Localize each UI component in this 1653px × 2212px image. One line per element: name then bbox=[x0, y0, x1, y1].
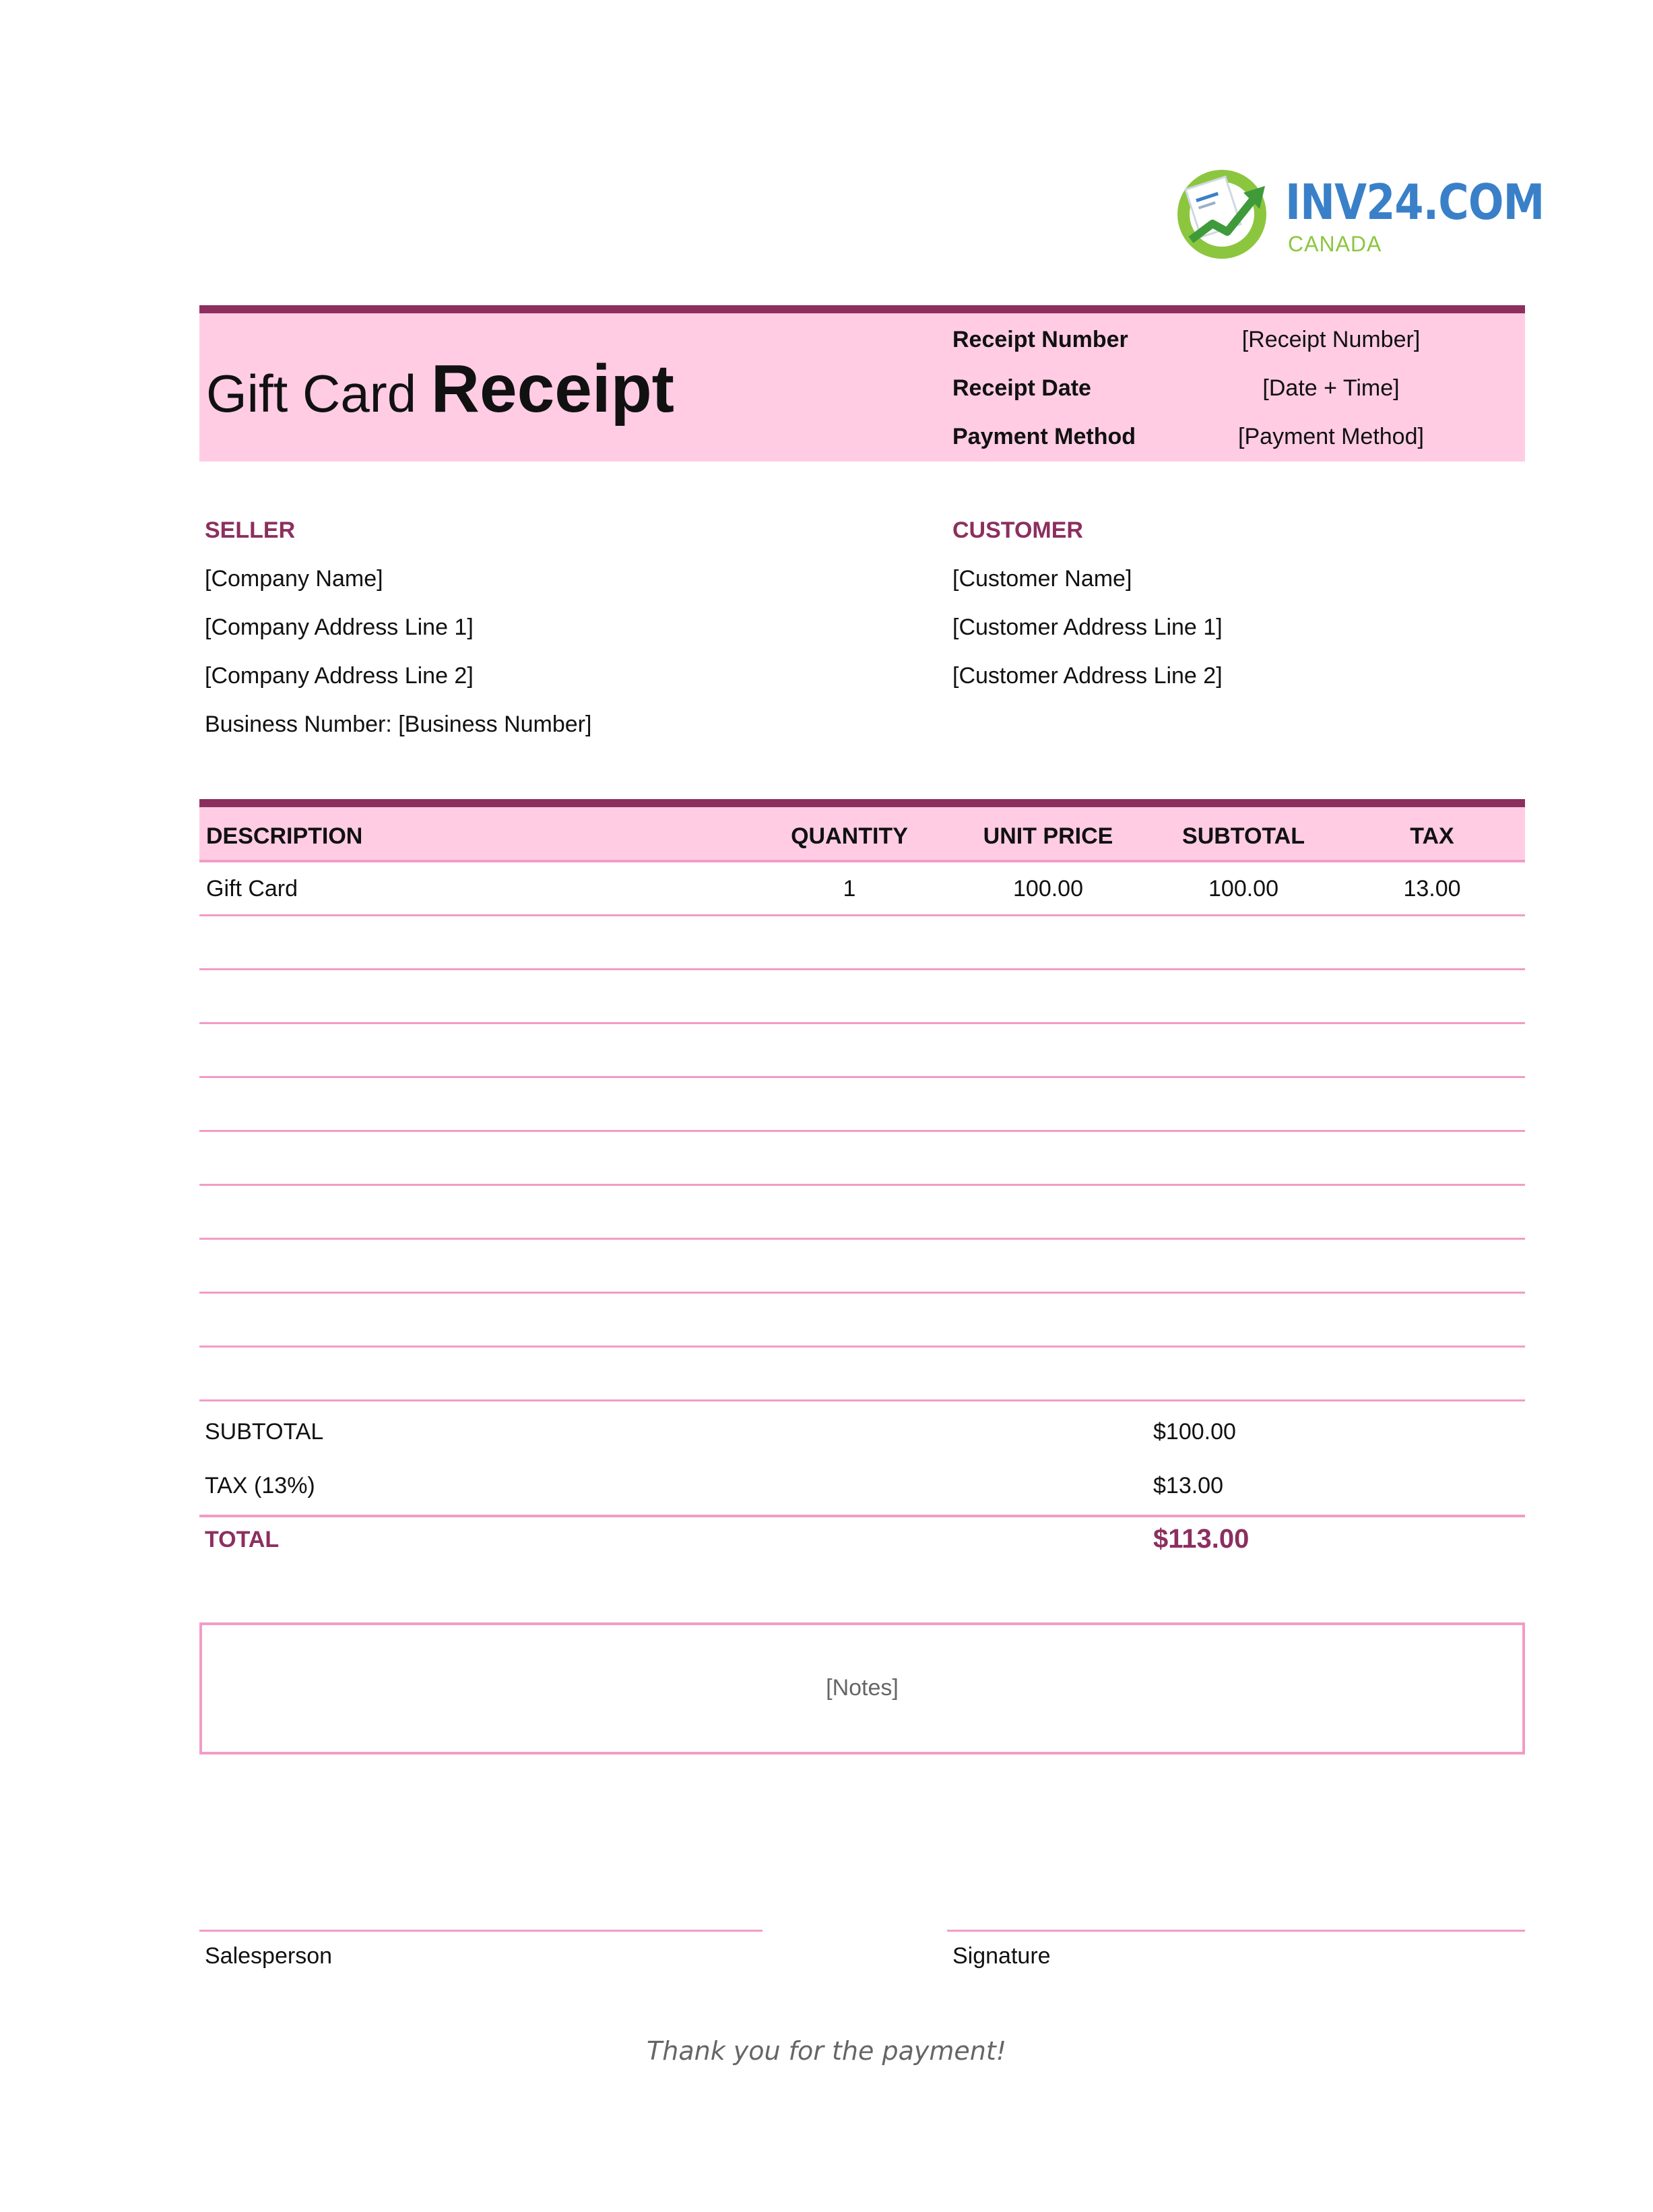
customer-address-line-2: [Customer Address Line 2] bbox=[952, 663, 1223, 689]
table-row-empty bbox=[199, 1132, 1525, 1186]
thank-you-message: Thank you for the payment! bbox=[647, 2036, 1006, 2066]
total-label: TOTAL bbox=[205, 1527, 280, 1552]
seller-block bbox=[205, 517, 591, 760]
payment-method-value: [Payment Method] bbox=[1238, 424, 1424, 449]
tax-value: $13.00 bbox=[1153, 1473, 1223, 1498]
items-table-header bbox=[199, 799, 1525, 862]
column-header-unit-price: UNIT PRICE bbox=[983, 823, 1113, 849]
item-description: Gift Card bbox=[206, 876, 298, 902]
seller-company-name: [Company Name] bbox=[205, 566, 383, 592]
table-row-empty bbox=[199, 916, 1525, 970]
seller-business-number: Business Number: [Business Number] bbox=[205, 712, 592, 737]
title-light: Gift Card bbox=[206, 364, 417, 423]
title-bold: Receipt bbox=[430, 351, 674, 426]
receipt-header bbox=[199, 305, 1525, 462]
table-row-empty bbox=[199, 1078, 1525, 1132]
logo-region-text: CANADA bbox=[1288, 232, 1382, 256]
notes-box bbox=[199, 1622, 1525, 1755]
item-subtotal: 100.00 bbox=[1208, 876, 1278, 902]
total-value: $113.00 bbox=[1153, 1524, 1250, 1554]
item-unit-price: 100.00 bbox=[1013, 876, 1083, 902]
company-logo bbox=[1171, 162, 1545, 263]
customer-address-line-1: [Customer Address Line 1] bbox=[952, 614, 1223, 640]
subtotal-value: $100.00 bbox=[1153, 1419, 1236, 1445]
column-header-subtotal: SUBTOTAL bbox=[1182, 823, 1305, 849]
seller-address-line-2: [Company Address Line 2] bbox=[205, 663, 474, 689]
receipt-number-label: Receipt Number bbox=[952, 327, 1128, 352]
signature-label: Signature bbox=[952, 1943, 1051, 1969]
salesperson-label: Salesperson bbox=[205, 1943, 333, 1969]
items-table bbox=[199, 799, 1525, 1401]
column-header-description: DESCRIPTION bbox=[206, 823, 363, 849]
table-row-empty bbox=[199, 1186, 1525, 1240]
tax-label: TAX (13%) bbox=[205, 1473, 315, 1498]
signature-line bbox=[947, 1930, 1525, 1932]
table-row-empty bbox=[199, 1240, 1525, 1294]
seller-title: SELLER bbox=[205, 517, 296, 543]
customer-title: CUSTOMER bbox=[952, 517, 1083, 543]
subtotal-label: SUBTOTAL bbox=[205, 1419, 324, 1445]
item-tax: 13.00 bbox=[1403, 876, 1461, 902]
logo-brand-text: INV24.COM bbox=[1285, 174, 1545, 230]
page-title bbox=[206, 348, 674, 429]
customer-name: [Customer Name] bbox=[952, 566, 1132, 592]
table-row-empty bbox=[199, 1294, 1525, 1348]
receipt-date-label: Receipt Date bbox=[952, 375, 1091, 401]
receipt-date-value: [Date + Time] bbox=[1262, 375, 1400, 401]
table-row-empty bbox=[199, 970, 1525, 1024]
item-quantity: 1 bbox=[843, 876, 856, 902]
salesperson-line bbox=[199, 1930, 763, 1932]
seller-address-line-1: [Company Address Line 1] bbox=[205, 614, 474, 640]
payment-method-label: Payment Method bbox=[952, 424, 1136, 449]
table-row-empty bbox=[199, 1348, 1525, 1401]
receipt-number-value: [Receipt Number] bbox=[1241, 327, 1421, 352]
customer-block bbox=[952, 517, 1223, 712]
column-header-tax: TAX bbox=[1410, 823, 1454, 849]
column-header-quantity: QUANTITY bbox=[791, 823, 908, 849]
notes-text: [Notes] bbox=[826, 1675, 899, 1701]
table-row-empty bbox=[199, 1024, 1525, 1078]
totals-divider bbox=[199, 1515, 1525, 1517]
table-row bbox=[199, 862, 1525, 916]
logo-icon bbox=[1171, 162, 1278, 263]
